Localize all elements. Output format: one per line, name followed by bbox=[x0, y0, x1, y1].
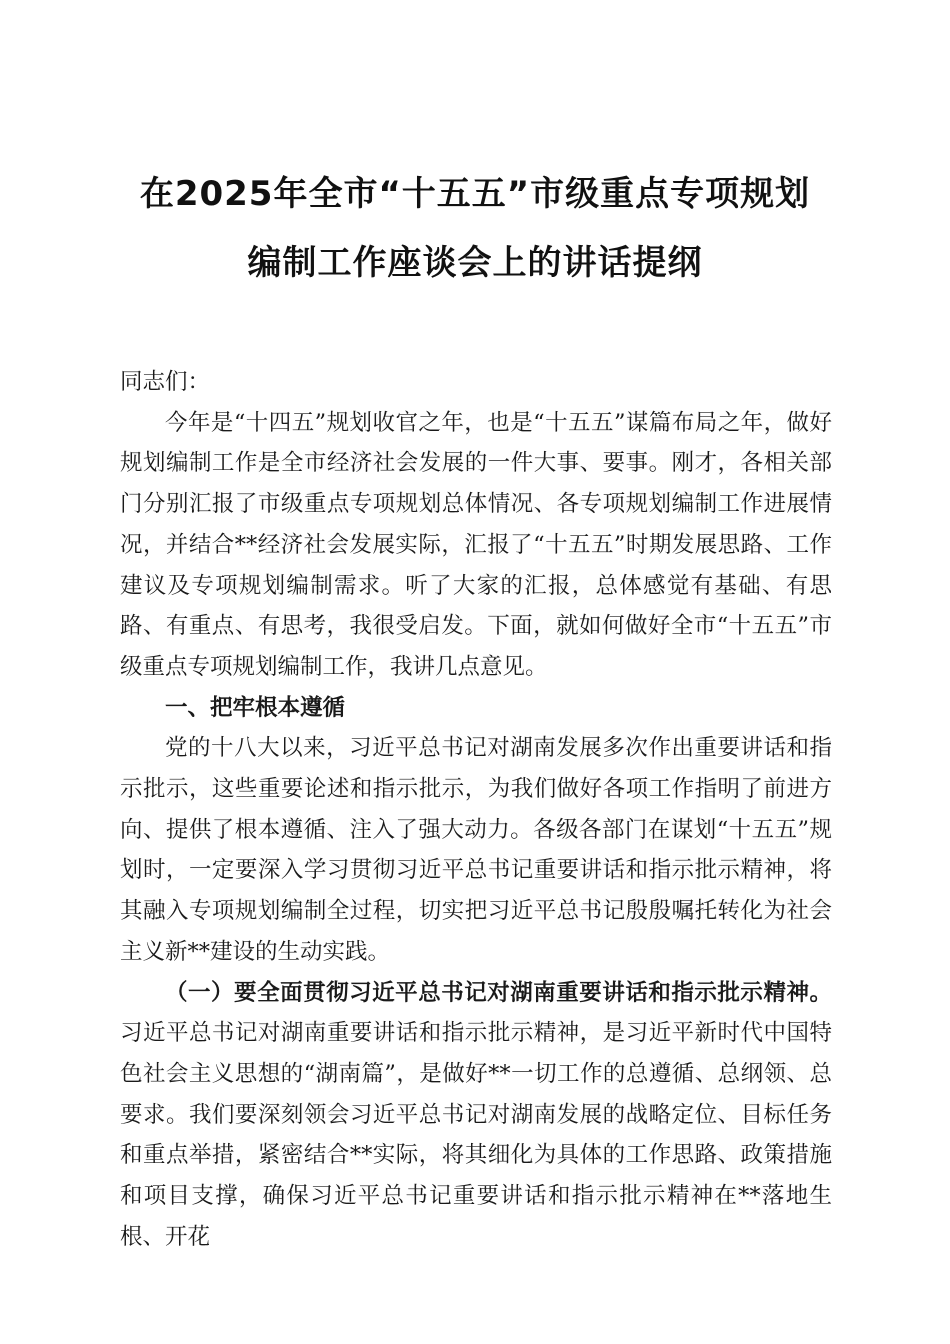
document-title-line-1: 在2025年全市“十五五”市级重点专项规划 bbox=[139, 174, 811, 214]
document-title-line-2: 编制工作座谈会上的讲话提纲 bbox=[247, 243, 703, 283]
subsection-1-paragraph bbox=[120, 973, 832, 1258]
section-1-heading: 一、把牢根本遵循 bbox=[165, 694, 346, 721]
subsection-1-text: 习近平总书记对湖南重要讲话和指示批示精神，是习近平新时代中国特色社会主义思想的“湖南篇”，是做好**一切工作的总遵循、总纲领、总要求。我们要深刻领会习近平总书记对湖南发展的战略定位、目标任务和重点举措，紧密结合**实际，将其细化为具体的工作思路、政策措施和项目支撑，确保习近平总书记重要讲话和指示批示精神在**落地生根、开花 bbox=[120, 1020, 832, 1250]
document-body bbox=[120, 362, 832, 1257]
salutation: 同志们： bbox=[120, 369, 211, 395]
intro-paragraph: 今年是“十四五”规划收官之年，也是“十五五”谋篇布局之年，做好规划编制工作是全市经济社会发展的一件大事、要事。刚才，各相关部门分别汇报了市级重点专项规划总体情况、各专项规划编制工作进展情况，并结合**经济社会发展实际，汇报了“十五五”时期发展思路、工作建议及专项规划编制需求。听了大家的汇报，总体感觉有基础、有思路、有重点、有思考，我很受启发。下面，就如何做好全市“十五五”市级重点专项规划编制工作，我讲几点意见。 bbox=[120, 409, 832, 680]
section-1-paragraph: 党的十八大以来，习近平总书记对湖南发展多次作出重要讲话和指示批示，这些重要论述和指示批示，为我们做好各项工作指明了前进方向、提供了根本遵循、注入了强大动力。各级各部门在谋划“十五五”规划时，一定要深入学习贯彻习近平总书记重要讲话和指示批示精神，将其融入专项规划编制全过程，切实把习近平总书记殷殷嘱托转化为社会主义新**建设的生动实践。 bbox=[120, 735, 832, 965]
subsection-1-heading: （一）要全面贯彻习近平总书记对湖南重要讲话和指示批示精神。 bbox=[165, 979, 832, 1006]
